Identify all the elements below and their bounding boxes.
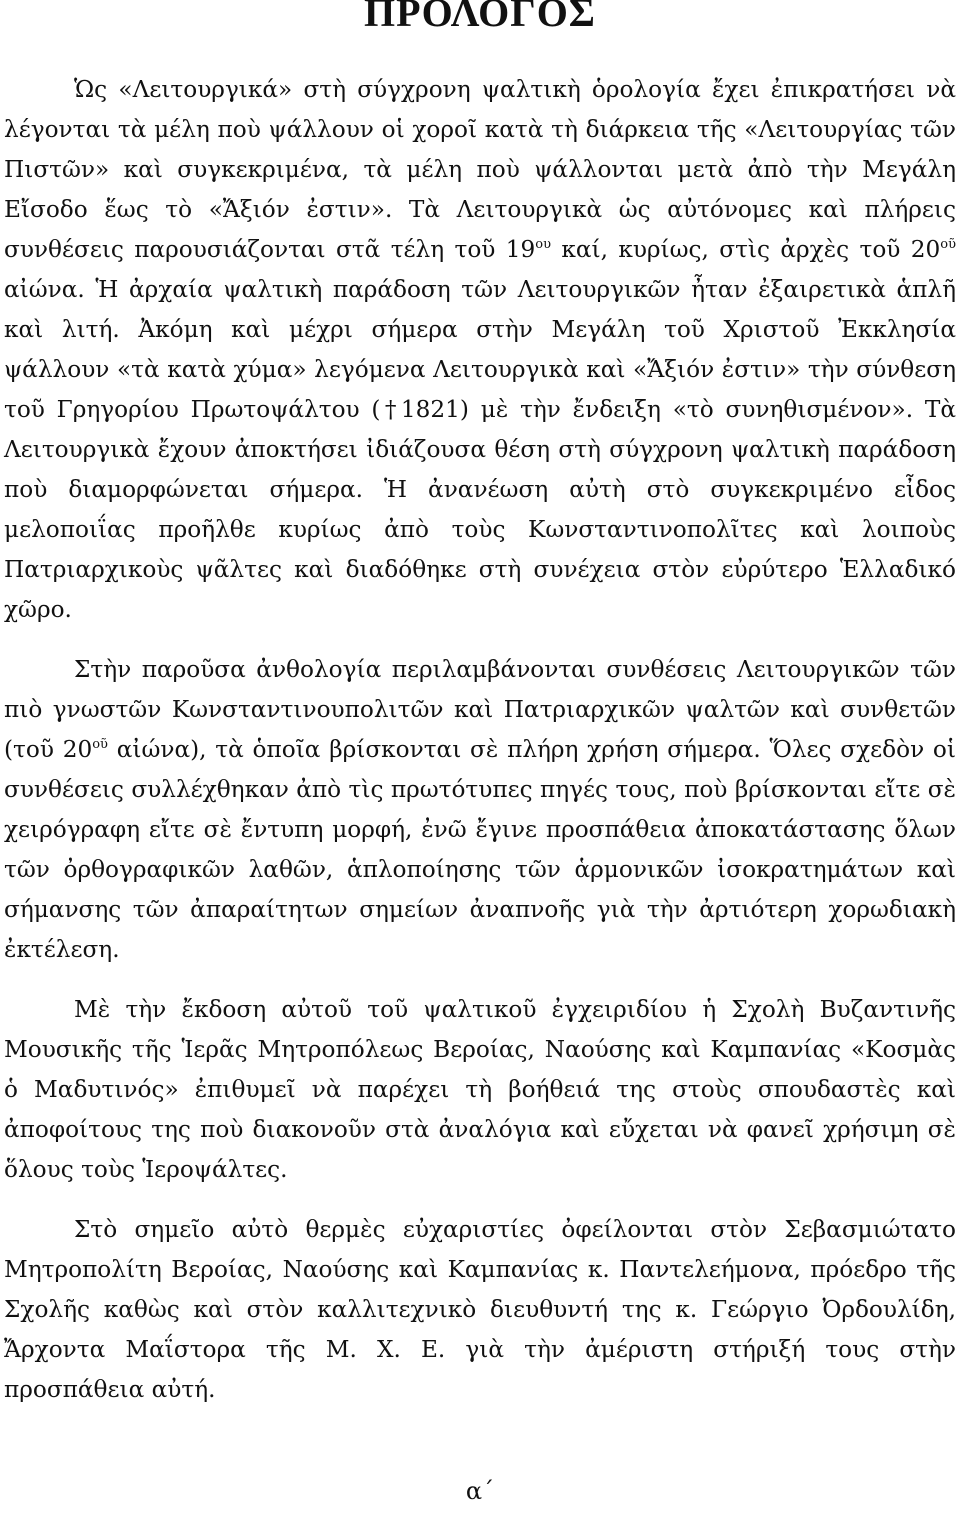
page-title: ΠΡΟΛΟΓΟΣ bbox=[364, 0, 596, 35]
paragraph-2-text-a: Στὴν παροῦσα ἀνθολογία περιλαμβάνονται συνθέσεις Λειτουργικῶν τῶν πιὸ γνωστῶν Κωνσταντινουπολιτῶν καὶ Πατριαρχικῶν ψαλτῶν καὶ συνθετῶν (τοῦ 20 bbox=[4, 656, 956, 763]
document-page bbox=[4, 0, 956, 1517]
paragraph-1 bbox=[4, 70, 956, 630]
page-number: α΄ bbox=[465, 1477, 495, 1505]
paragraph-1-superscript-a: ου bbox=[535, 237, 551, 252]
paragraph-1-text-a: Ὡς «Λειτουργικά» στὴ σύγχρονη ψαλτικὴ ὁρολογία ἔχει ἐπικρατήσει νὰ λέγονται τὰ μέλη ποὺ ψάλλουν οἱ χοροῖ κατὰ τὴ διάρκεια τῆς «Λειτουργίας τῶν Πιστῶν» καὶ συγκεκριμένα, τὰ μέλη ποὺ ψάλλονται μετὰ ἀπὸ τὴν Μεγάλη Εἴσοδο ἕως τὸ «Ἄξιόν ἐστιν». Τὰ Λειτουργικὰ ὡς αὐτόνομες καὶ πλήρεις συνθέσεις παρουσιάζονται στᾶ τέλη τοῦ 19 bbox=[4, 76, 956, 263]
paragraph-4: Στὸ σημεῖο αὐτὸ θερμὲς εὐχαριστίες ὀφείλονται στὸν Σεβασμιώτατο Μητροπολίτη Βεροίας, Ναούσης καὶ Καμπανίας κ. Παντελεήμονα, πρόεδρο τῆς Σχολῆς καθὼς καὶ στὸν καλλιτεχνικὸ διευθυντή της κ. Γεώργιο Ὀρδουλίδη, Ἄρχοντα Μαΐστορα τῆς Μ. Χ. Ε. γιὰ τὴν ἀμέριστη στήριξή τους στὴν προσπάθεια αὐτή. bbox=[4, 1216, 956, 1403]
paragraph-2-superscript: οῦ bbox=[92, 737, 108, 752]
paragraph-1-text-b: καί, κυρίως, στὶς ἀρχὲς τοῦ 20 bbox=[550, 236, 941, 263]
paragraph-2 bbox=[4, 650, 956, 970]
paragraph-1-superscript-b: οῦ bbox=[940, 237, 956, 252]
prologue-body bbox=[4, 70, 956, 1410]
paragraph-3: Μὲ τὴν ἔκδοση αὐτοῦ τοῦ ψαλτικοῦ ἐγχειριδίου ἡ Σχολὴ Βυζαντινῆς Μουσικῆς τῆς Ἱερᾶς Μητροπόλεως Βεροίας, Ναούσης καὶ Καμπανίας «Κοσμὰς ὁ Μαδυτινός» ἐπιθυμεῖ νὰ παρέχει τὴ βοήθειά της στοὺς σπουδαστὲς καὶ ἀποφοίτους της ποὺ διακονοῦν στὰ ἀναλόγια καὶ εὔχεται νὰ φανεῖ χρήσιμη σὲ ὅλους τοὺς Ἱεροψάλτες. bbox=[4, 996, 956, 1183]
paragraph-2-text-b: αἰώνα), τὰ ὁποῖα βρίσκονται σὲ πλήρη χρήση σήμερα. Ὅλες σχεδὸν οἱ συνθέσεις συλλέχθηκαν ἀπὸ τὶς πρωτότυπες πηγές τους, ποὺ βρίσκονται εἴτε σὲ χειρόγραφη εἴτε σὲ ἔντυπη μορφή, ἐνῶ ἔγινε προσπάθεια ἀποκατάστασης ὅλων τῶν ὀρθογραφικῶν λαθῶν, ἁπλοποίησης τῶν ἁρμονικῶν ἰσοκρατημάτων καὶ σήμανσης τῶν ἀπαραίτητων σημείων ἀναπνοῆς γιὰ τὴν ἀρτιότερη χορωδιακὴ ἐκτέλεση. bbox=[4, 736, 956, 963]
paragraph-1-text-c: αἰώνα. Ἡ ἀρχαία ψαλτικὴ παράδοση τῶν Λειτουργικῶν ἦταν ἐξαιρετικὰ ἁπλῆ καὶ λιτή. Ἀκόμη καὶ μέχρι σήμερα στὴν Μεγάλη τοῦ Χριστοῦ Ἐκκλησία ψάλλουν «τὰ κατὰ χύμα» λεγόμενα Λειτουργικὰ καὶ «Ἄξιόν ἐστιν» τὴν σύνθεση τοῦ Γρηγορίου Πρωτοψάλτου (†1821) μὲ τὴν ἔνδειξη «τὸ συνηθισμένον». Τὰ Λειτουργικὰ ἔχουν ἀποκτήσει ἰδιάζουσα θέση στὴ σύγχρονη ψαλτικὴ παράδοση ποὺ διαμορφώνεται σήμερα. Ἡ ἀνανέωση αὐτὴ στὸ συγκεκριμένο εἶδος μελοποιΐας προῆλθε κυρίως ἀπὸ τοὺς Κωνσταντινοπολῖτες καὶ λοιποὺς Πατριαρχικοὺς ψᾶλτες καὶ διαδόθηκε στὴ συνέχεια στὸν εὐρύτερο Ἑλλαδικό χῶρο. bbox=[4, 276, 956, 623]
